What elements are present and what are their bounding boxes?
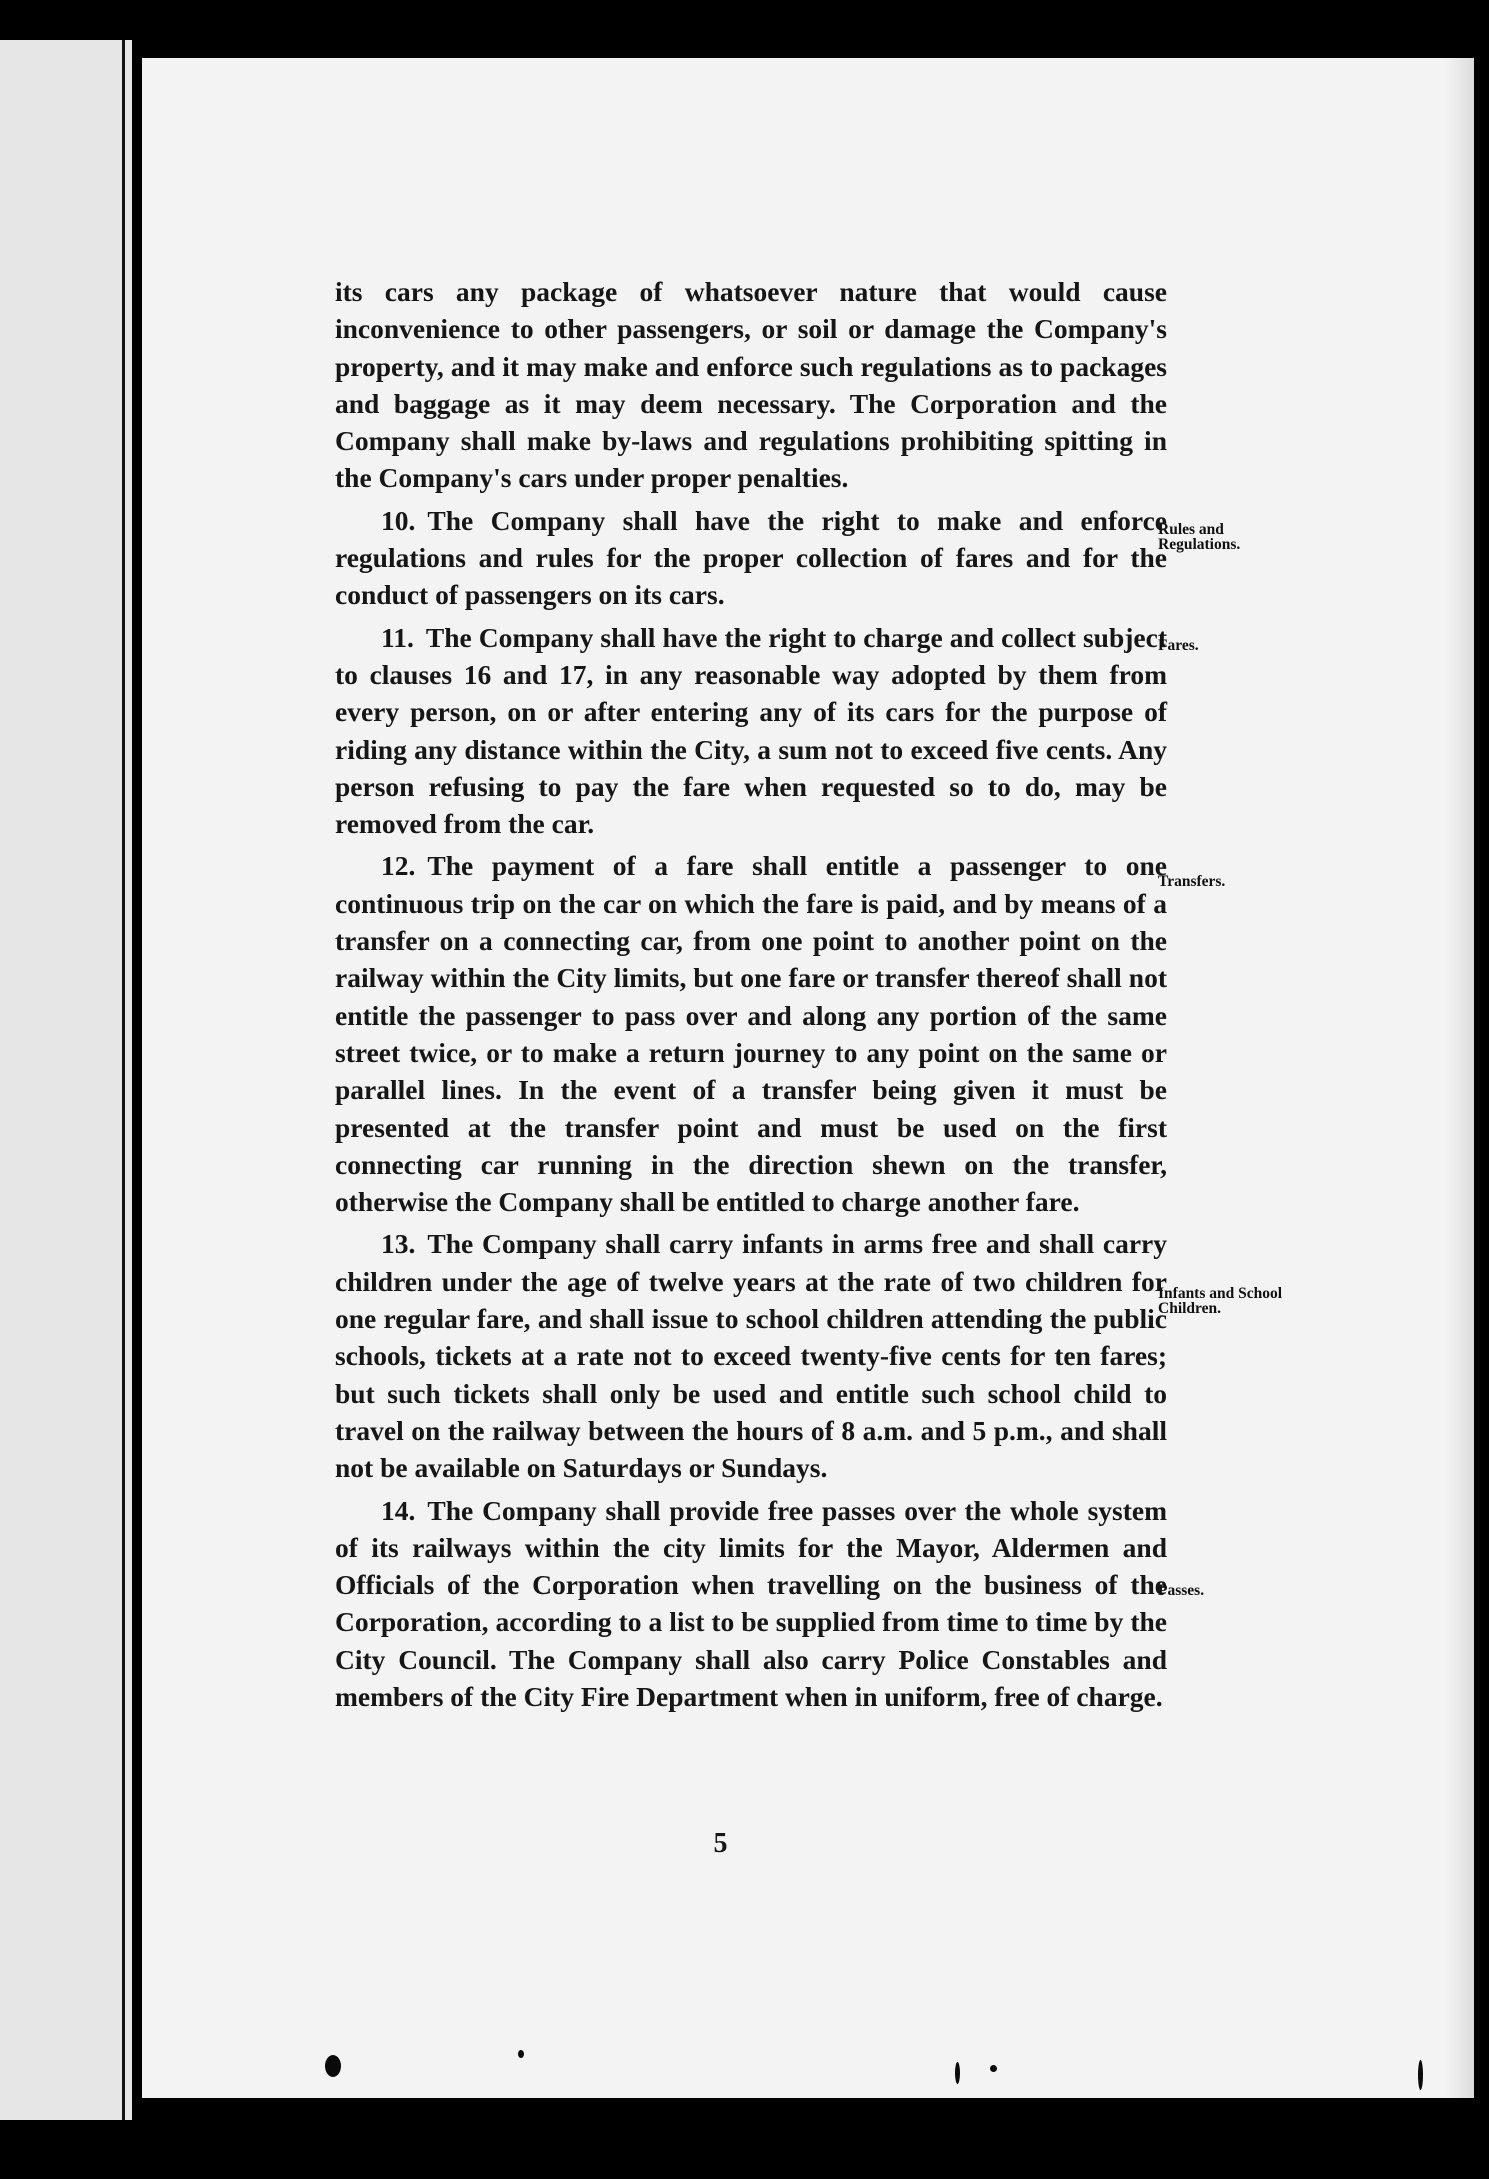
document-page: [142, 58, 1474, 2098]
paragraph-11: 11. The Company shall have the right to charge and collect subject to clauses 16 and 17, in any reasonable way adopted by them from every person, on or after entering any of its cars for the purpose of riding any distance within the City, a sum not to exceed five cents. Any person refusing to pay the fare when requested so to do, may be removed from the car.: [335, 621, 1167, 840]
body-text: [335, 273, 1167, 1720]
paragraph-10: 10. The Company shall have the right to make and enforce regulations and rules for the proper collection of fares and for the conduct of passengers on its cars.: [335, 504, 1167, 611]
scan-speck: [955, 2062, 960, 2084]
adjacent-page-fragment: [0, 40, 132, 2120]
scan-speck: [518, 2050, 524, 2058]
margin-note-passes: Passes.: [1158, 1582, 1205, 1599]
page-edge-line: [122, 40, 125, 2120]
paragraph-13: 13. The Company shall carry infants in arms free and shall carry children under the age of twelve years at the rate of two children for one regular fare, and shall issue to school children attending the public schools, tickets at a rate not to exceed twenty-five cents for ten fares; but such tickets shall only be used and entitle such school child to travel on the railway between the hours of 8 a.m. and 5 p.m., and shall not be available on Saturdays or Sundays.: [335, 1228, 1167, 1484]
margin-note-rules: Rules and Regulations.: [1158, 521, 1241, 553]
paragraph-12: 12. The payment of a fare shall entitle a passenger to one continuous trip on the car on which the fare is paid, and by means of a transfer on a connecting car, from one point to another point on the railway within the City limits, but one fare or transfer thereof shall not entitle the passenger to pass over and along any portion of the same street twice, or to make a return journey to any point on the same or parallel lines. In the event of a transfer being given it must be presented at the transfer point and must be used on the first connecting car running in the direction shewn on the transfer, otherwise the Company shall be entitled to charge another fare.: [335, 850, 1167, 1218]
scan-speck: [1418, 2060, 1423, 2090]
scan-speck: [990, 2065, 997, 2072]
margin-note-infants: Infants and School Children.: [1158, 1285, 1283, 1317]
page-number: 5: [713, 1828, 728, 1859]
margin-note-fares: Fares.: [1158, 637, 1199, 654]
margin-note-transfers: Transfers.: [1158, 873, 1226, 890]
scan-speck: [325, 2055, 341, 2077]
paragraph-14: 14. The Company shall provide free passes over the whole system of its railways within the city limits for the Mayor, Aldermen and Officials of the Corporation when travelling on the business of the Corporation, according to a list to be supplied from time to time by the City Council. The Company shall also carry Police Constables and members of the City Fire Department when in uniform, free of charge.: [335, 1494, 1167, 1712]
paragraph-continuation: its cars any package of whatsoever nature that would cause inconvenience to other passengers, or soil or damage the Company's property, and it may make and enforce such regulations as to packages and baggage as it may deem necessary. The Corporation and the Company shall make by-laws and regulations prohibiting spitting in the Company's cars under proper penalties.: [335, 276, 1167, 494]
